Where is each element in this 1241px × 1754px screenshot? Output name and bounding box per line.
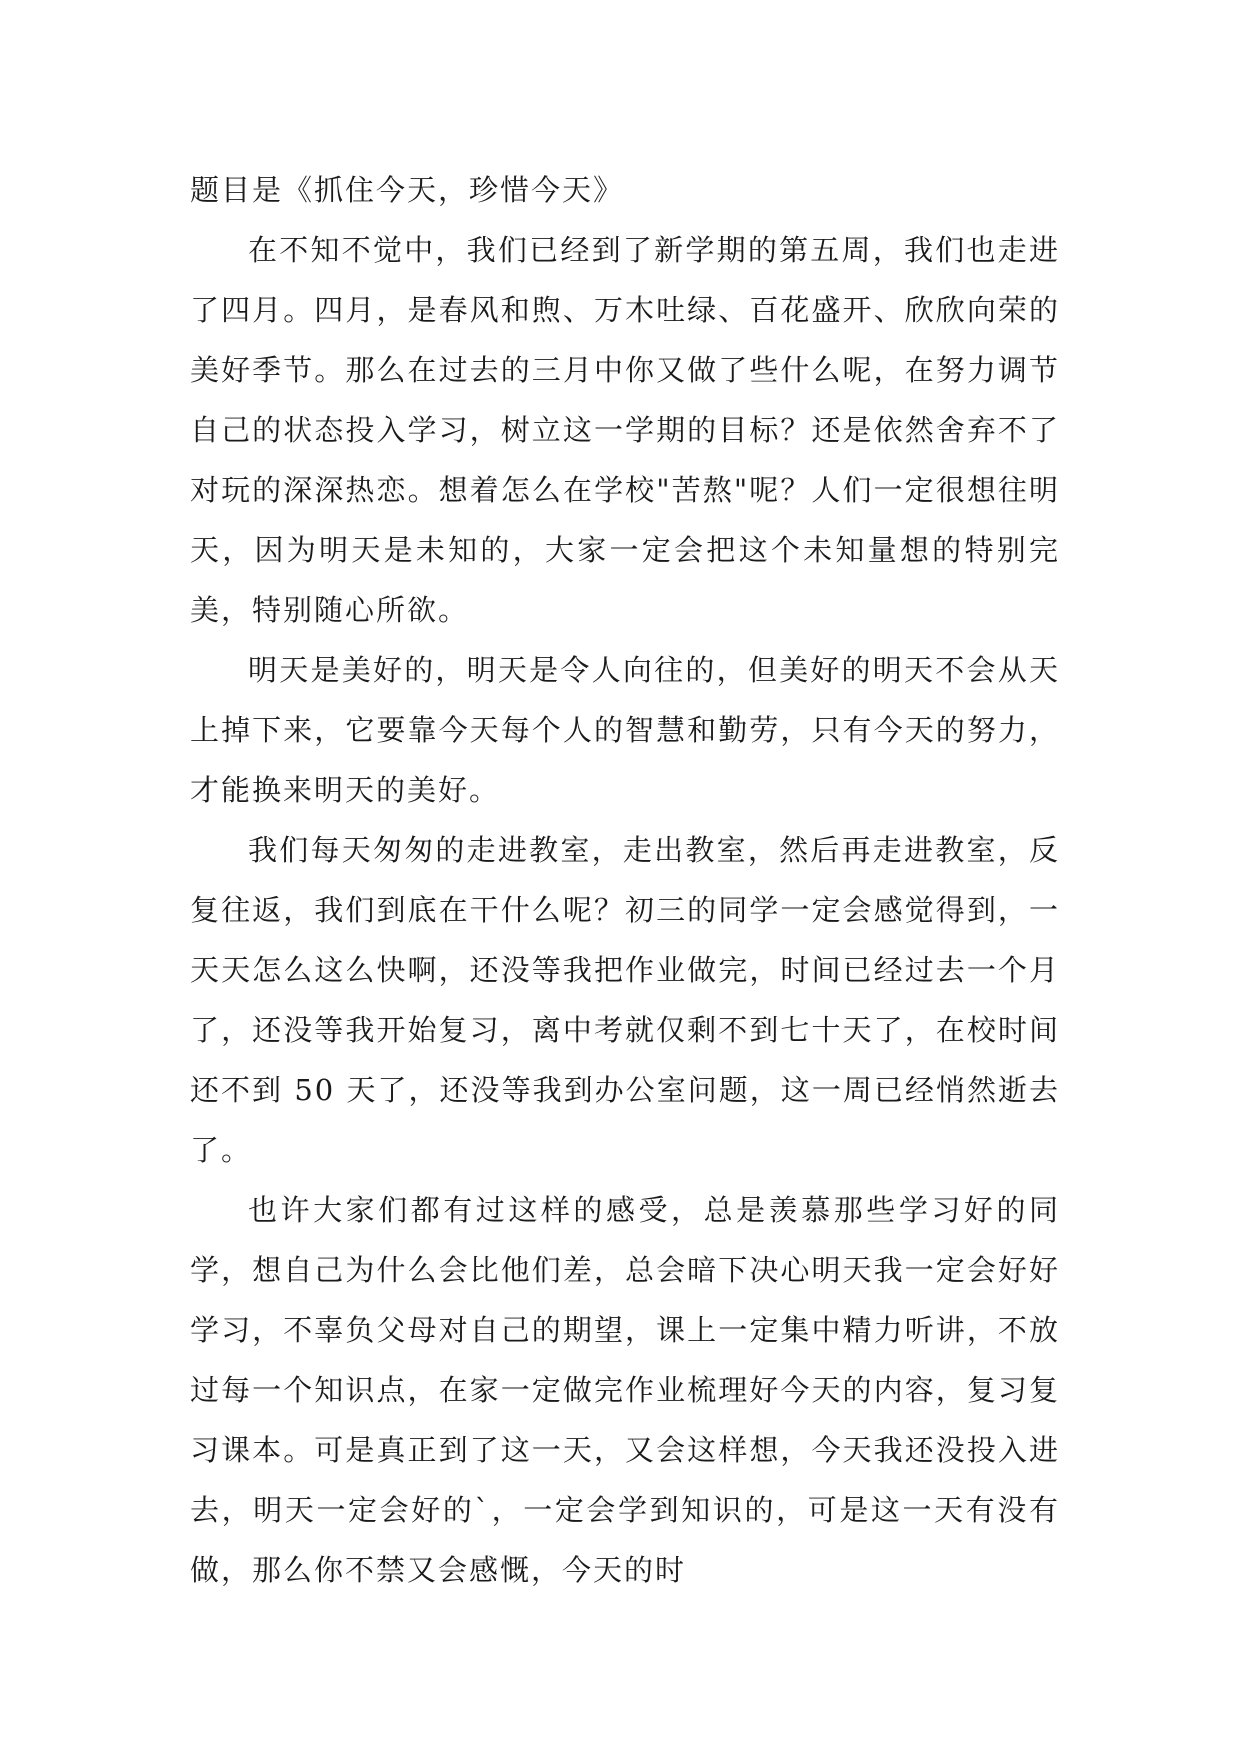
- paragraph-3: 我们每天匆匆的走进教室，走出教室，然后再走进教室，反复往返，我们到底在干什么呢？初三的同学一定会感觉得到，一天天怎么这么快啊，还没等我把作业做完，时间已经过去一个月了，还没等我开始复习，离中考就仅剩不到七十天了，在校时间还不到 50 天了，还没等我到办公室问题，这一周已经悄然逝去了。: [190, 833, 1060, 1167]
- document-body: [190, 160, 1060, 1600]
- paragraph-1: 在不知不觉中，我们已经到了新学期的第五周，我们也走进了四月。四月，是春风和煦、万木吐绿、百花盛开、欣欣向荣的美好季节。那么在过去的三月中你又做了些什么呢，在努力调节自己的状态投入学习，树立这一学期的目标？还是依然舍弃不了对玩的深深热恋。想着怎么在学校"苦熬"呢？人们一定很想往明天，因为明天是未知的，大家一定会把这个未知量想的特别完美，特别随心所欲。: [190, 233, 1060, 627]
- paragraph-4: 也许大家们都有过这样的感受，总是羡慕那些学习好的同学，想自己为什么会比他们差，总会暗下决心明天我一定会好好学习，不辜负父母对自己的期望，课上一定集中精力听讲，不放过每一个知识点，在家一定做完作业梳理好今天的内容，复习复习课本。可是真正到了这一天，又会这样想，今天我还没投入进去，明天一定会好的`，一定会学到知识的，可是这一天有没有做，那么你不禁又会感慨，今天的时: [190, 1193, 1060, 1587]
- paragraph-2: 明天是美好的，明天是令人向往的，但美好的明天不会从天上掉下来，它要靠今天每个人的智慧和勤劳，只有今天的努力，才能换来明天的美好。: [190, 653, 1060, 807]
- document-title: 题目是《抓住今天，珍惜今天》: [190, 173, 625, 207]
